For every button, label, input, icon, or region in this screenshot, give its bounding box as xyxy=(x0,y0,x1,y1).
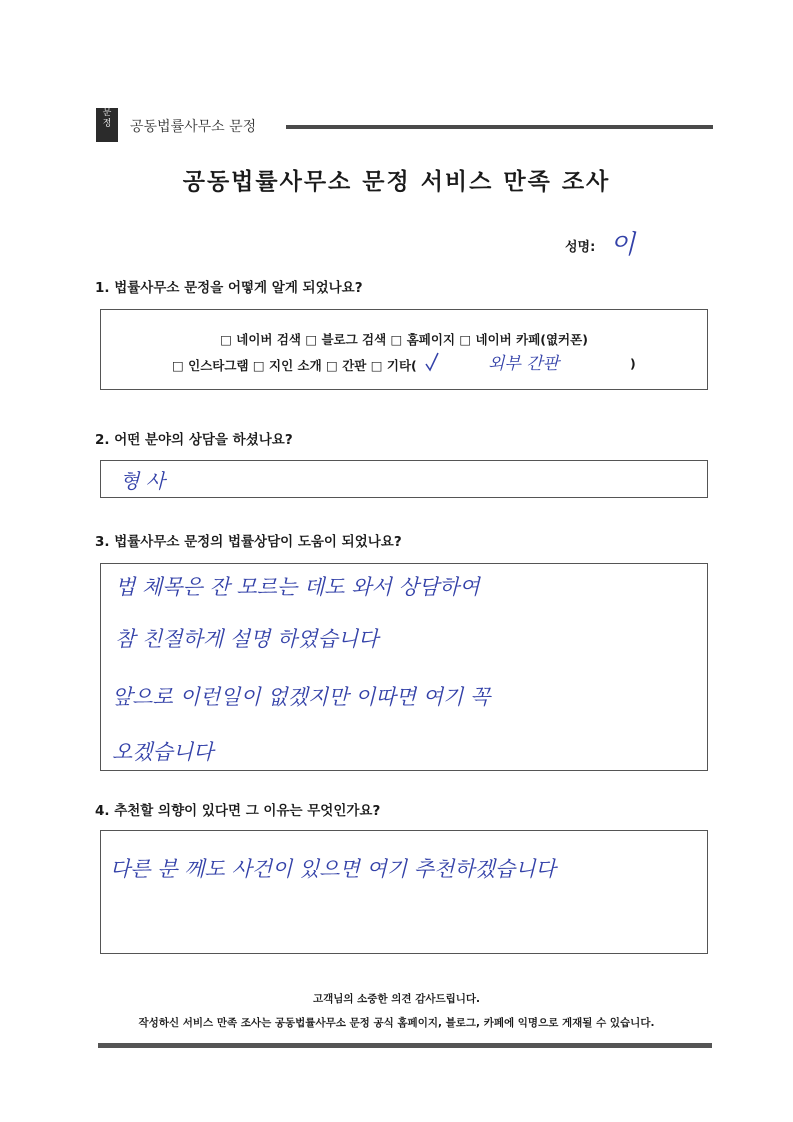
options-line-1: □ 네이버 검색 □ 블로그 검색 □ 홈페이지 □ 네이버 카페(엾커폰) xyxy=(220,332,588,347)
answer-box-1[interactable] xyxy=(100,309,708,390)
name-label: 성명: xyxy=(565,240,596,255)
logo-char-2: 정 xyxy=(102,119,112,129)
footer-notice: 작성하신 서비스 만족 조사는 공동법률사무소 문정 공식 홈페이지, 블로그, 카페에 익명으로 게재될 수 있습니다. xyxy=(138,1017,655,1029)
options-line-2 xyxy=(172,356,417,374)
footer-thanks: 고객님의 소중한 의견 감사드립니다. xyxy=(312,993,481,1005)
logo-char-1: 문 xyxy=(102,108,112,118)
answer-3-line-2: 참 친절하게 설명 하였습니다 xyxy=(115,627,379,651)
options-line-2-prefix: □ 인스타그램 □ 지인 소개 □ 간판 □ 기타( xyxy=(172,358,417,373)
answer-4: 다른 분 께도 사건이 있으면 여기 추천하겠습니다 xyxy=(110,857,556,881)
answer-3-line-4: 오겠습니다 xyxy=(112,740,214,764)
question-4: 4. 추천할 의향이 있다면 그 이유는 무엇인가요? xyxy=(95,803,381,819)
question-2: 2. 어떤 분야의 상담을 하셨나요? xyxy=(95,432,293,448)
answer-2: 형 사 xyxy=(120,469,165,493)
options-line-2-suffix: ) xyxy=(630,356,636,371)
answer-3-line-3: 앞으로 이런일이 없겠지만 이따면 여기 꼭 xyxy=(112,685,491,709)
page-title: 공동법률사무소 문정 서비스 만족 조사 xyxy=(182,169,611,195)
answer-box-4[interactable] xyxy=(100,830,708,954)
check-mark-icon xyxy=(425,352,439,372)
name-value[interactable]: 이 xyxy=(610,230,636,260)
answer-3-line-1: 법 체목은 잔 모르는 데도 와서 상담하여 xyxy=(115,575,480,599)
brand-name: 공동법률사무소 문정 xyxy=(130,119,257,135)
question-3: 3. 법률사무소 문정의 법률상담이 도움이 되었나요? xyxy=(95,534,402,550)
other-answer[interactable]: 외부 간판 xyxy=(488,354,560,374)
question-1: 1. 법률사무소 문정을 어떻게 알게 되었나요? xyxy=(95,280,363,296)
firm-logo xyxy=(96,108,118,142)
footer-rule xyxy=(98,1043,712,1048)
answer-box-2[interactable] xyxy=(100,460,708,498)
header-rule xyxy=(286,125,713,129)
